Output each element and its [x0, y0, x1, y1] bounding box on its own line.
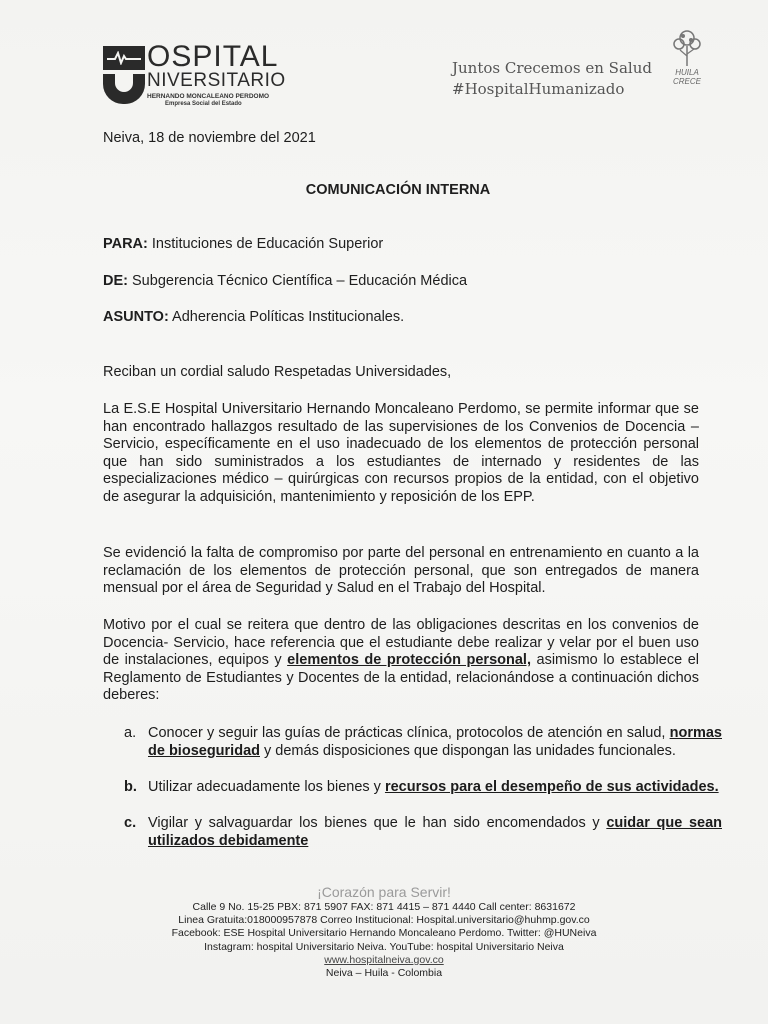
footer-address: Calle 9 No. 15-25 PBX: 871 5907 FAX: 871 4415 – 871 4440 Call center: 8631672: [192, 901, 576, 913]
footer-social-2: Instagram: hospital Universitario Neiva. YouTube: hospital Universitario Neiva: [204, 940, 564, 953]
asunto-value: Adherencia Políticas Institucionales.: [168, 309, 405, 325]
slogan-line-1: Juntos Crecemos en Salud: [452, 59, 652, 77]
logo-text-name: HERNANDO MONCALEANO PERDOMO: [147, 93, 270, 100]
tree-icon: [667, 28, 707, 70]
list-item-emphasis: normas de bioseguridad: [148, 725, 722, 759]
para-label: PARA:: [103, 236, 148, 252]
paragraph-3-emphasis: elementos de protección personal,: [287, 652, 531, 669]
list-item-text: Conocer y seguir las guías de prácticas clínica, protocolos de atención en salud,: [148, 725, 670, 741]
footer-website-link[interactable]: www.hospitalneiva.gov.co: [324, 953, 444, 966]
hospital-logo: [103, 40, 286, 122]
de-value: Subgerencia Técnico Científica – Educación Médica: [127, 273, 468, 289]
footer-social-1: Facebook: ESE Hospital Universitario Hernando Moncaleano Perdomo. Twitter: @HUNeiva: [171, 927, 597, 940]
logo-text-hospital: OSPITAL: [147, 40, 279, 73]
logo-mark: [103, 46, 145, 104]
paragraph-1: La E.S.E Hospital Universitario Hernando Moncaleano Perdomo, se permite informar que se han encontrado hallazgos resultado de las supervisiones de los Convenios de Docencia – Servicio, específicamente en el uso inadecuado de los elementos de protección personal que han sido suministrados a los estudiantes de internado y residentes de las especializaciones médico – quirúrgicas con recursos propios de la entidad, con el objetivo de asegurar la adquisición, mantenimiento y reposición de los EPP.: [103, 401, 699, 505]
logo-text-universitario: NIVERSITARIO: [147, 70, 286, 91]
de-label: DE:: [103, 273, 128, 289]
letter-date: Neiva, 18 de noviembre del 2021: [103, 130, 316, 146]
greeting: Reciban un cordial saludo Respetadas Universidades,: [103, 364, 452, 380]
list-marker: a.: [124, 725, 137, 741]
heartbeat-icon: [107, 51, 141, 65]
paragraph-2: Se evidenció la falta de compromiso por parte del personal en entrenamiento en cuanto a la reclamación de los elementos de protección personal, que son entregados de manera mensual por el área de Seguridad y Salud en el Trabajo del Hospital.: [103, 545, 699, 597]
huila-crece-logo: HUILA CRECE: [667, 28, 707, 98]
list-item-text: Utilizar adecuadamente los bienes y: [148, 779, 385, 795]
paragraph-3-text-c: asimismo lo establece el Reglamento de Estudiantes y Docentes de la entidad, relacionándose a continuación dichos deberes:: [103, 652, 699, 704]
para-value: Instituciones de Educación Superior: [147, 236, 384, 252]
list-item-emphasis: recursos para el desempeño de sus actividades.: [384, 779, 719, 795]
field-para: [103, 236, 383, 254]
list-item-text: Vigilar y salvaguardar los bienes que le han sido encomendados y: [148, 815, 607, 831]
paragraph-3-text-a: Motivo por el cual se reitera que dentro de las obligaciones descritas en los convenios de Docencia- Servicio, hace referencia que el estudiante debe realizar y velar por el buen uso de instalaciones, equipos y: [103, 617, 699, 669]
list-item-emphasis: cuidar que sean utilizados debidamente: [148, 815, 722, 849]
logo-text-entity: Empresa Social del Estado: [165, 101, 242, 107]
list-marker: b.: [124, 779, 137, 795]
list-marker: c.: [124, 815, 137, 831]
slogan-line-2: #HospitalHumanizado: [452, 80, 625, 98]
asunto-label: ASUNTO:: [103, 309, 169, 325]
footer-city: Neiva – Huila - Colombia: [325, 967, 443, 980]
paragraph-3: [103, 617, 699, 705]
field-de: [103, 273, 467, 291]
list-item-text: y demás disposiciones que dispongan las unidades funcionales.: [260, 742, 676, 759]
field-asunto: [103, 309, 404, 327]
footer: [0, 883, 768, 980]
slogan: [452, 58, 652, 100]
letter-title: COMUNICACIÓN INTERNA: [305, 182, 491, 198]
footer-motto: ¡Corazón para Servir!: [317, 884, 451, 900]
footer-contact: Linea Gratuita:018000957878 Correo Institucional: Hospital.universitario@huhmp.gov.co: [178, 914, 590, 927]
